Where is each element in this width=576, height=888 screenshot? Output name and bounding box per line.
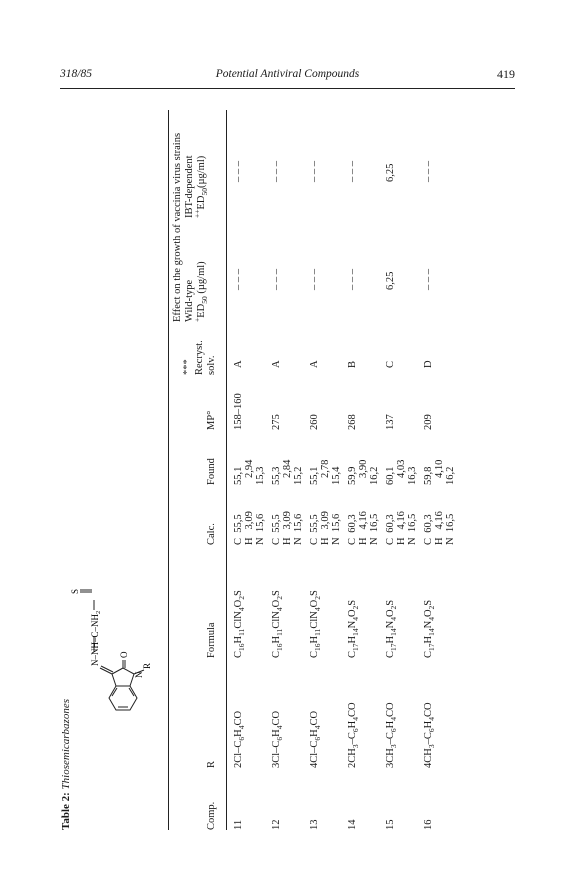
calc-c: C 60,3 <box>385 514 396 545</box>
struct-chain-label <box>90 611 102 666</box>
wild-type-ed50: – – – <box>271 269 282 290</box>
r-part: H <box>309 729 320 737</box>
r-part: 2Cl–C <box>233 740 244 768</box>
formula-sub: 4 <box>275 607 285 612</box>
r-part: CO <box>271 710 282 726</box>
formula-sub: 11 <box>275 628 285 636</box>
r-part: 4CH <box>423 748 434 768</box>
formula-part: S <box>423 599 434 606</box>
formula-sub: 2 <box>427 605 437 610</box>
page-number: 419 <box>497 67 515 81</box>
col-header-ibt: IBT-dependent <box>184 155 195 218</box>
calc-h: H 3,09 <box>244 511 255 545</box>
struct-chain: N–NH–C–NH <box>90 613 100 666</box>
formula-sub: 14 <box>427 628 437 636</box>
calc-n: N 15,6 <box>255 513 266 545</box>
formula-sub: 2 <box>351 605 361 610</box>
calc-n: N 16,5 <box>369 513 380 545</box>
col-header-formula: Formula <box>206 622 217 658</box>
rotated-table-page <box>60 110 460 830</box>
calc-h: H 3,09 <box>320 511 331 545</box>
formula-part: S <box>385 599 396 606</box>
found-n: 16,2 <box>369 466 380 485</box>
r-sub: 4 <box>427 717 437 721</box>
formula-sub: 16 <box>237 643 247 651</box>
table-label: Table 2: <box>60 792 72 830</box>
r-sub: 6 <box>351 728 361 733</box>
calc-c: C 60,3 <box>423 514 434 545</box>
struct-o-label: O <box>119 651 129 658</box>
r-sub: 3 <box>351 744 361 749</box>
found-h: 3,90 <box>358 459 369 478</box>
r-substituent <box>232 711 245 768</box>
ibt-ed50: – – – <box>233 161 244 182</box>
r-part: CO <box>347 702 358 718</box>
r-substituent <box>308 711 321 768</box>
recryst-solvent: D <box>423 360 434 368</box>
r-sub: 6 <box>389 728 399 733</box>
formula-part: S <box>347 599 358 606</box>
formula-part: O <box>385 609 396 618</box>
formula-sub: 2 <box>389 605 399 610</box>
comp-number: 16 <box>423 819 434 830</box>
melting-point: 268 <box>347 414 358 430</box>
r-part: H <box>347 720 358 729</box>
wild-ed-prefix: + <box>192 317 202 322</box>
recryst-solvent: A <box>271 360 282 368</box>
col-header-mp: MP° <box>206 410 217 430</box>
r-part: –C <box>385 732 396 745</box>
r-part: H <box>385 720 396 729</box>
wild-type-ed50: 6,25 <box>385 271 396 290</box>
wild-type-ed50: – – – <box>233 269 244 290</box>
col-header-r: R <box>206 760 217 768</box>
formula-sub: 2 <box>275 596 285 600</box>
r-sub: 4 <box>389 717 399 721</box>
ibt-ed: ED <box>196 195 207 210</box>
wild-type-ed50: – – – <box>423 269 434 290</box>
header-rule <box>60 88 515 89</box>
molecular-formula <box>422 600 435 658</box>
molecular-formula <box>232 590 245 658</box>
found-c: 55,1 <box>233 466 244 485</box>
calc-h: H 4,16 <box>434 511 445 545</box>
formula-part: ClN <box>233 611 244 629</box>
recryst-solvent: A <box>233 360 244 368</box>
r-part: H <box>233 729 244 737</box>
ibt-ed-prefix: ++ <box>192 209 202 218</box>
found-h: 4,03 <box>396 459 407 478</box>
found-c: 55,3 <box>271 466 282 485</box>
found-h: 2,84 <box>282 459 293 478</box>
col-header-found: Found <box>206 458 217 485</box>
running-header <box>60 68 515 90</box>
formula-part: O <box>309 599 320 608</box>
ibt-ed50: – – – <box>271 161 282 182</box>
structure-diagram <box>72 468 152 718</box>
formula-sub: 2 <box>237 596 247 600</box>
formula-part: N <box>423 620 434 629</box>
r-sub: 4 <box>237 725 247 730</box>
comp-number: 11 <box>233 819 244 830</box>
formula-sub: 17 <box>351 643 361 651</box>
molecular-formula <box>346 600 359 658</box>
journal-ref: 318/85 <box>60 68 92 80</box>
calc-c: C 55,5 <box>233 514 244 545</box>
comp-number: 12 <box>271 819 282 830</box>
formula-part: C <box>271 650 282 658</box>
found-n: 16,3 <box>407 466 418 485</box>
formula-sub: 2 <box>313 596 323 600</box>
molecular-formula <box>308 590 321 658</box>
formula-part: H <box>309 635 320 644</box>
formula-sub: 4 <box>237 607 247 612</box>
wild-ed-unit: (µg/ml) <box>196 261 207 294</box>
formula-sub: 16 <box>275 643 285 651</box>
molecular-formula <box>384 600 397 658</box>
found-n: 15,2 <box>293 466 304 485</box>
col-header-calc: Calc. <box>206 523 217 545</box>
col-header-ibt-ed <box>192 155 210 218</box>
col-header-solv: solv. <box>206 355 217 375</box>
found-c: 59,9 <box>347 466 358 485</box>
formula-sub: 14 <box>351 628 361 636</box>
calc-h: H 4,16 <box>358 511 369 545</box>
calc-h: H 4,16 <box>396 511 407 545</box>
r-sub: 4 <box>313 725 323 730</box>
r-part: 3Cl–C <box>271 740 282 768</box>
molecular-formula <box>270 590 283 658</box>
formula-part: N <box>347 620 358 629</box>
r-substituent <box>384 702 397 768</box>
ibt-ed-sub: 50 <box>200 188 210 196</box>
struct-n-label: N <box>134 671 144 678</box>
formula-part: N <box>385 620 396 629</box>
formula-part: C <box>347 650 358 658</box>
formula-part: H <box>385 635 396 644</box>
found-n: 16,2 <box>445 466 456 485</box>
r-part: 2CH <box>347 748 358 768</box>
ibt-ed50: – – – <box>347 161 358 182</box>
r-part: CO <box>385 702 396 718</box>
formula-part: ClN <box>271 611 282 629</box>
formula-part: O <box>233 599 244 608</box>
col-header-effect: Effect on the growth of vaccinia virus strains <box>172 132 183 322</box>
calc-n: N 15,6 <box>293 513 304 545</box>
calc-c: C 55,5 <box>309 514 320 545</box>
struct-r-label: R <box>142 662 152 669</box>
r-part: CO <box>309 710 320 726</box>
calc-n: N 16,5 <box>445 513 456 545</box>
formula-sub: 4 <box>427 617 437 621</box>
formula-part: O <box>347 609 358 618</box>
col-header-recryst-mark: *** <box>182 359 193 375</box>
melting-point: 260 <box>309 414 320 430</box>
ibt-ed50: – – – <box>309 161 320 182</box>
formula-part: ClN <box>309 611 320 629</box>
found-c: 55,1 <box>309 466 320 485</box>
comp-number: 13 <box>309 819 320 830</box>
melting-point: 275 <box>271 414 282 430</box>
found-c: 60,1 <box>385 466 396 485</box>
found-c: 59,8 <box>423 466 434 485</box>
r-sub: 6 <box>275 736 285 741</box>
comp-number: 14 <box>347 819 358 830</box>
formula-part: C <box>233 650 244 658</box>
comp-number: 15 <box>385 819 396 830</box>
r-part: –C <box>423 732 434 745</box>
found-n: 15,4 <box>331 466 342 485</box>
r-substituent <box>346 702 359 768</box>
formula-sub: 14 <box>389 628 399 636</box>
struct-chain-sub: 2 <box>95 610 102 614</box>
formula-part: C <box>385 650 396 658</box>
found-n: 15,3 <box>255 466 266 485</box>
r-sub: 6 <box>427 728 437 733</box>
table-top-rule <box>168 110 169 830</box>
calc-n: N 16,5 <box>407 513 418 545</box>
r-substituent <box>270 711 283 768</box>
r-sub: 3 <box>427 744 437 749</box>
calc-c: C 60,3 <box>347 514 358 545</box>
col-header-recryst: Recryst. <box>194 340 205 375</box>
ibt-ed50: – – – <box>423 161 434 182</box>
formula-sub: 11 <box>313 628 323 636</box>
formula-part: O <box>271 599 282 608</box>
recryst-solvent: A <box>309 360 320 368</box>
r-part: CO <box>423 702 434 718</box>
r-sub: 3 <box>389 744 399 749</box>
col-header-wild: Wild-type <box>184 279 195 322</box>
melting-point: 158–160 <box>233 393 244 430</box>
recryst-solvent: B <box>347 360 358 368</box>
found-h: 4,10 <box>434 459 445 478</box>
table-header-rule <box>226 110 227 830</box>
r-sub: 4 <box>351 717 361 721</box>
melting-point: 137 <box>385 414 396 430</box>
melting-point: 209 <box>423 414 434 430</box>
formula-part: S <box>233 590 244 597</box>
col-header-wild-ed <box>192 261 210 322</box>
wild-ed-sub: 50 <box>200 296 210 304</box>
found-h: 2,94 <box>244 459 255 478</box>
wild-type-ed50: – – – <box>309 269 320 290</box>
formula-part: O <box>423 609 434 618</box>
formula-sub: 4 <box>351 617 361 621</box>
struct-s-label: S <box>70 588 80 594</box>
ibt-ed-unit: (µg/ml) <box>196 155 207 189</box>
formula-sub: 4 <box>389 617 399 621</box>
formula-sub: 11 <box>237 628 247 636</box>
col-header-comp: Comp. <box>206 801 217 830</box>
formula-part: H <box>233 635 244 644</box>
wild-ed: ED <box>196 303 207 318</box>
r-sub: 6 <box>237 736 247 741</box>
wild-type-ed50: – – – <box>347 269 358 290</box>
r-part: 4Cl–C <box>309 740 320 768</box>
formula-part: H <box>347 635 358 644</box>
table-title: Thiosemicarbazones <box>60 699 72 790</box>
formula-sub: 17 <box>427 643 437 651</box>
running-title: Potential Antiviral Compounds <box>215 68 360 80</box>
r-part: –C <box>347 732 358 745</box>
r-part: 3CH <box>385 748 396 768</box>
recryst-solvent: C <box>385 360 396 368</box>
r-substituent <box>422 702 435 768</box>
r-sub: 6 <box>313 736 323 741</box>
formula-sub: 4 <box>313 607 323 612</box>
formula-part: C <box>309 650 320 658</box>
r-part: H <box>423 720 434 729</box>
table-caption <box>60 699 72 830</box>
formula-part: C <box>423 650 434 658</box>
r-part: H <box>271 729 282 737</box>
found-h: 2,78 <box>320 459 331 478</box>
calc-n: N 15,6 <box>331 513 342 545</box>
r-sub: 4 <box>275 725 285 730</box>
calc-c: C 55,5 <box>271 514 282 545</box>
formula-part: S <box>309 590 320 597</box>
ibt-ed50: 6,25 <box>385 163 396 182</box>
r-part: CO <box>233 710 244 726</box>
formula-sub: 17 <box>389 643 399 651</box>
formula-sub: 16 <box>313 643 323 651</box>
formula-part: H <box>423 635 434 644</box>
formula-part: H <box>271 635 282 644</box>
formula-part: S <box>271 590 282 597</box>
calc-h: H 3,09 <box>282 511 293 545</box>
